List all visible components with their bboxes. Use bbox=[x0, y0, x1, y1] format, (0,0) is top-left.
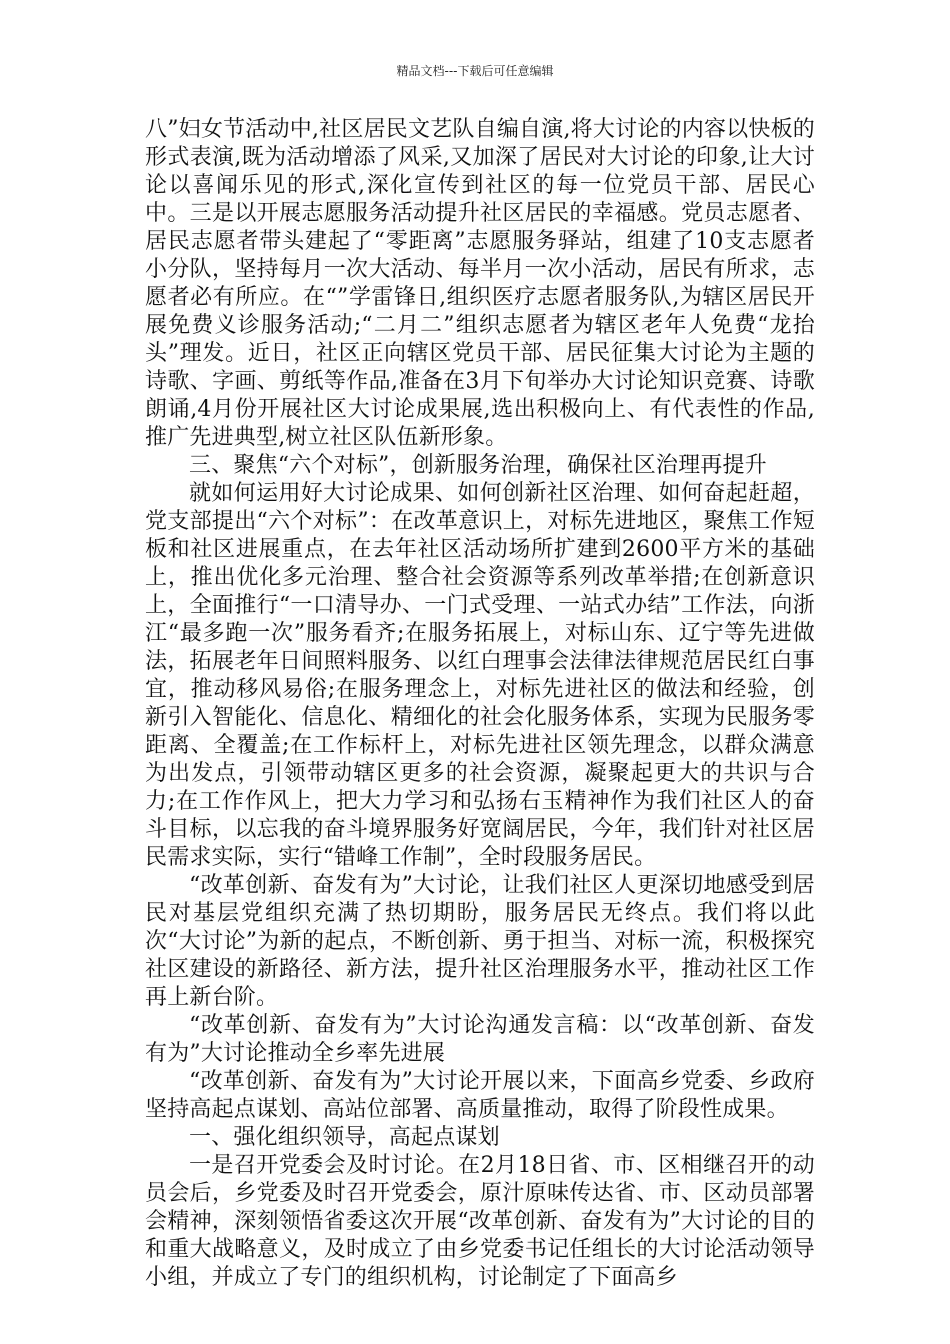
paragraph-since-launch: “改革创新、奋发有为”大讨论开展以来，下面高乡党委、乡政府坚持高起点谋划、高站位部署、高质量推动，取得了阶段性成果。 bbox=[145, 1069, 815, 1122]
document-body bbox=[145, 116, 815, 1292]
paragraph-volunteer-service: 八”妇女节活动中,社区居民文艺队自编自演,将大讨论的内容以快板的形式表演,既为活动增添了风采,又加深了居民对大讨论的印象,让大讨论以喜闻乐见的形式,深化宣传到社区的每一位党员干部、居民心中。三是以开展志愿服务活动提升社区居民的幸福感。党员志愿者、居民志愿者带头建起了“零距离”志愿服务驿站，组建了10支志愿者小分队，坚持每月一次大活动、每半月一次小活动，居民有所求，志愿者必有所应。在“”学雷锋日,组织医疗志愿者服务队,为辖区居民开展免费义诊服务活动;“二月二”组织志愿者为辖区老年人免费“龙抬头”理发。近日，社区正向辖区党员干部、居民征集大讨论为主题的诗歌、字画、剪纸等作品,准备在3月下旬举办大讨论知识竞赛、诗歌朗诵,4月份开展社区大讨论成果展,选出积极向上、有代表性的作品,推广先进典型,树立社区队伍新形象。 bbox=[145, 117, 815, 450]
paragraph-six-benchmarks: 就如何运用好大讨论成果、如何创新社区治理、如何奋起赶超，党支部提出“六个对标”：在改革意识上，对标先进地区，聚焦工作短板和社区进展重点，在去年社区活动场所扩建到2600平方米的基础上，推出优化多元治理、整合社会资源等系列改革举措;在创新意识上，全面推行“一口清导办、一门式受理、一站式办结”工作法，向浙江“最多跑一次”服务看齐;在服务拓展上，对标山东、辽宁等先进做法，拓展老年日间照料服务、以红白理事会法律法律规范居民红白事宜，推动移风易俗;在服务理念上，对标先进社区的做法和经验，创新引入智能化、信息化、精细化的社会化服务体系，实现为民服务零距离、全覆盖;在工作标杆上，对标先进社区领先理念，以群众满意为出发点，引领带动辖区更多的社会资源，凝聚起更大的共识与合力;在工作作风上，把大力学习和弘扬右玉精神作为我们社区人的奋斗目标，以忘我的奋斗境界服务好宽阔居民，今年，我们针对社区居民需求实际，实行“错峰工作制”，全时段服务居民。 bbox=[145, 481, 815, 870]
section-heading-three: 三、聚焦“六个对标”，创新服务治理，确保社区治理再提升 bbox=[189, 453, 767, 478]
section-heading-one: 一、强化组织领导，高起点谋划 bbox=[189, 1125, 500, 1150]
page-header: 精品文档---下载后可任意编辑 bbox=[396, 64, 554, 78]
speech-title: “改革创新、奋发有为”大讨论沟通发言稿：以“改革创新、奋发有为”大讨论推动全乡率先进展 bbox=[145, 1013, 815, 1066]
paragraph-reform-discussion: “改革创新、奋发有为”大讨论，让我们社区人更深切地感受到居民对基层党组织充满了热切期盼，服务居民无终点。我们将以此次“大讨论”为新的起点，不断创新、勇于担当、对标一流，积极探究社区建设的新路径、新方法，提升社区治理服务水平，推动社区工作再上新台阶。 bbox=[145, 873, 815, 1010]
paragraph-party-committee-meeting: 一是召开党委会及时讨论。在2月18日省、市、区相继召开的动员会后，乡党委及时召开党委会，原汁原味传达省、市、区动员部署会精神，深刻领悟省委这次开展“改革创新、奋发有为”大讨论的目的和重大战略意义，及时成立了由乡党委书记任组长的大讨论活动领导小组，并成立了专门的组织机构，讨论制定了下面高乡 bbox=[145, 1153, 815, 1290]
